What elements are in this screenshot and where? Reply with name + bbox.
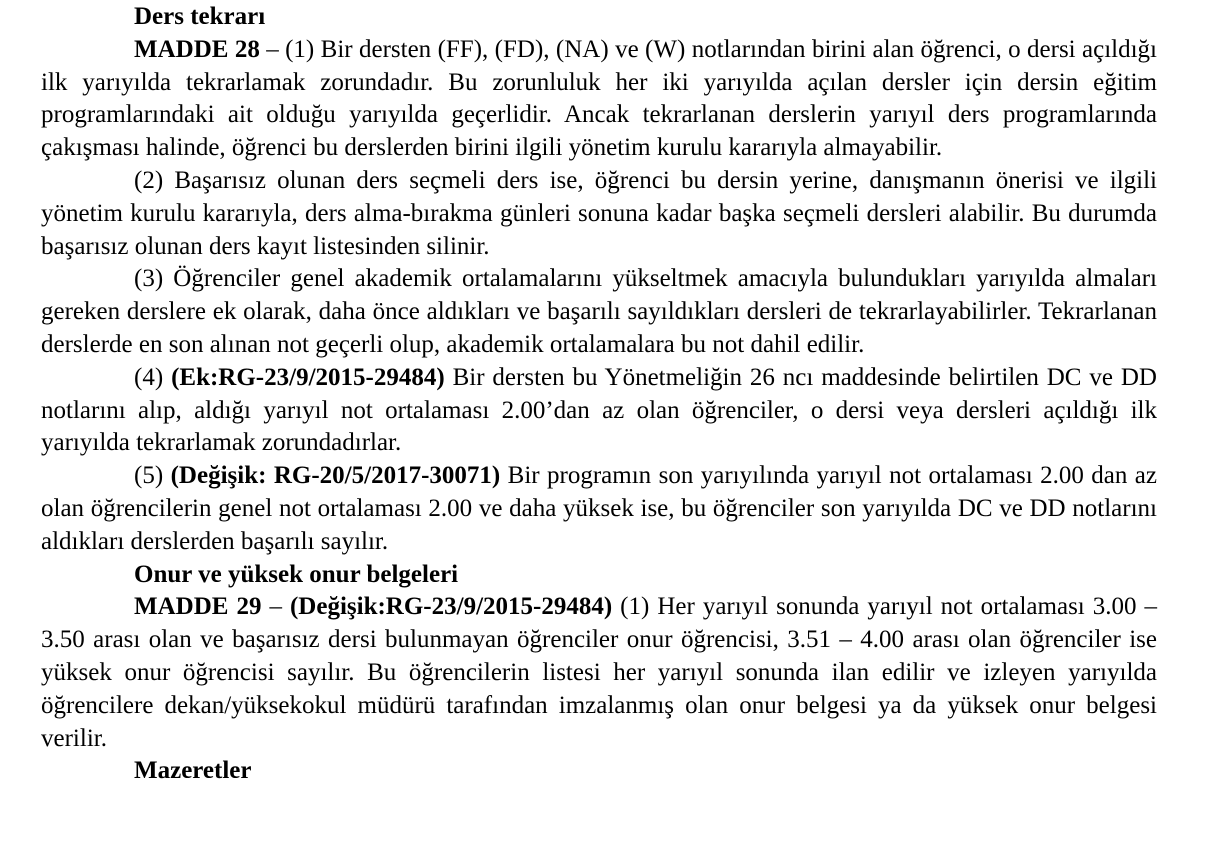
madde-28-label: MADDE 28 xyxy=(134,35,260,63)
madde-29-p1-text: (1) Her yarıyıl sonunda yarıyıl not ortalaması 3.00 – 3.50 arası olan ve başarısız dersi bulunmayan öğrenciler onur öğrencisi, 3.51 – 4.00 arası olan öğrenciler ise yüksek onur öğrencisi sayılır. Bu öğrencilerin listesi her yarıyıl sonunda ilan edilir ve izleyen yarıyılda öğrencilere dekan/yüksekokul müdürü tarafından imzalanmış olan onur belgesi ya da yüksek onur belgesi verilir. xyxy=(41,593,1158,752)
madde-28-p4-number: (4) xyxy=(134,363,172,391)
madde-28-paragraph-4 xyxy=(41,362,1157,460)
heading-mazeretler: Mazeretler xyxy=(134,757,252,785)
madde-28-p1-text: – (1) Bir dersten (FF), (FD), (NA) ve (W) notlarından birini alan öğrenci, o dersi açıldığı ilk yarıyılda tekrarlamak zorundadır. Bu zorunluluk her iki yarıyılda açılan dersler için dersin eğitim programlarındaki ait olduğu yarıyılda geçerlidir. Ancak tekrarlanan derslerin yarıyıl ders programlarında çakışması halinde, öğrenci bu derslerden birini ilgili yönetim kurulu kararıyla almayabilir. xyxy=(41,35,1157,162)
madde-29-paragraph-1 xyxy=(41,591,1157,755)
madde-28-paragraph-1 xyxy=(41,34,1157,165)
madde-28-p4-amendment: (Ek:RG-23/9/2015-29484) xyxy=(171,363,445,391)
madde-28-p5-number: (5) xyxy=(134,462,171,490)
madde-28-paragraph-3: (3) Öğrenciler genel akademik ortalamalarını yükseltmek amacıyla bulundukları yarıyılda almaları gereken derslere ek olarak, daha önce aldıkları ve başarılı sayıldıkları dersleri de tekrarlayabilirler. Tekrarlanan derslerde en son alınan not geçerli olup, akademik ortalamalara bu not dahil edilir. xyxy=(41,265,1157,358)
heading-ders-tekrari: Ders tekrarı xyxy=(134,3,266,30)
madde-28-p4-text: Bir dersten bu Yönetmeliğin 26 ncı maddesinde belirtilen DC ve DD notlarını alıp, aldığı yarıyıl not ortalaması 2.00’dan az olan öğrenciler, o dersi veya dersleri açıldığı ilk yarıyılda tekrarlamak zorundadırlar. xyxy=(41,363,1157,457)
madde-28-paragraph-5 xyxy=(41,460,1157,558)
madde-29-amendment: (Değişik:RG-23/9/2015-29484) xyxy=(289,593,613,621)
madde-29-dash: – xyxy=(261,593,290,621)
regulation-document xyxy=(41,0,1157,788)
madde-29-label: MADDE 29 xyxy=(134,593,262,621)
madde-28-p5-amendment: (Değişik: RG-20/5/2017-30071) xyxy=(170,462,501,490)
madde-28-paragraph-2: (2) Başarısız olunan ders seçmeli ders ise, öğrenci bu dersin yerine, danışmanın önerisi ve ilgili yönetim kurulu kararıyla, ders alma-bırakma günleri sonuna kadar başka seçmeli dersleri alabilir. Bu durumda başarısız olunan ders kayıt listesinden silinir. xyxy=(41,166,1157,260)
heading-onur-belgeleri: Onur ve yüksek onur belgeleri xyxy=(134,560,459,588)
madde-28-p5-text: Bir programın son yarıyılında yarıyıl not ortalaması 2.00 dan az olan öğrencilerin genel not ortalaması 2.00 ve daha yüksek ise, bu öğrenciler son yarıyılda DC ve DD notlarını aldıkları derslerden başarılı sayılır. xyxy=(41,462,1157,555)
